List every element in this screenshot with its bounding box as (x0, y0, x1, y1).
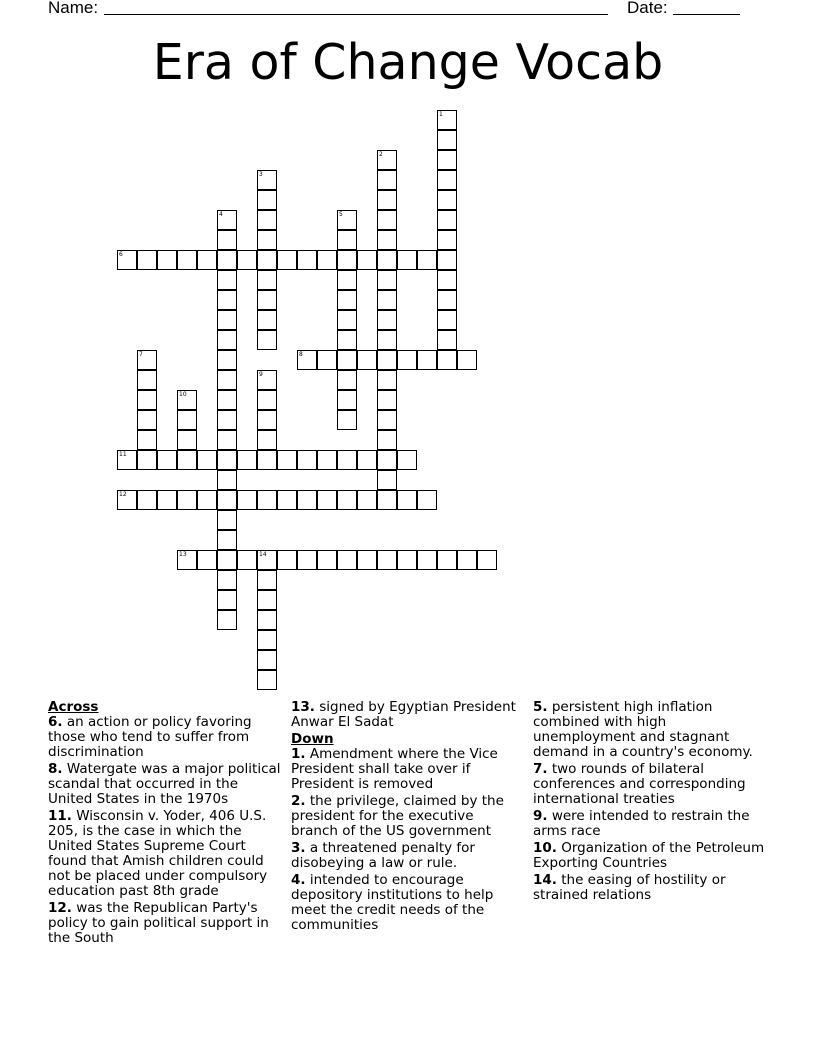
grid-cell[interactable] (237, 450, 257, 470)
grid-cell[interactable] (337, 290, 357, 310)
clue-across-11: 11. Wisconsin v. Yoder, 406 U.S. 205, is the case in which the United States Supreme Court found that Amish children could not be placed under compulsory education past 8th grade (48, 808, 268, 899)
grid-cell[interactable] (277, 550, 297, 570)
grid-cell[interactable] (257, 650, 277, 670)
grid-cell[interactable] (257, 630, 277, 650)
grid-cell[interactable] (277, 490, 297, 510)
grid-cell[interactable] (297, 350, 317, 370)
grid-cell[interactable] (257, 190, 277, 210)
grid-cell[interactable] (257, 450, 277, 470)
clue-down-9: 9. were intended to restrain the arms race (533, 808, 750, 839)
grid-cell[interactable] (237, 490, 257, 510)
grid-cell[interactable] (257, 270, 277, 290)
grid-cell[interactable] (217, 350, 237, 370)
grid-cell[interactable] (277, 250, 297, 270)
grid-cell[interactable] (217, 410, 237, 430)
grid-cell[interactable] (257, 210, 277, 230)
grid-cell[interactable] (377, 310, 397, 330)
grid-cell[interactable] (337, 270, 357, 290)
grid-cell[interactable] (177, 450, 197, 470)
clue-number: 3 (259, 171, 263, 178)
grid-cell[interactable] (397, 550, 417, 570)
grid-cell[interactable] (217, 250, 237, 270)
clue-number: 14 (259, 551, 267, 558)
grid-cell[interactable] (257, 430, 277, 450)
clues-column-1 (48, 700, 284, 948)
grid-cell[interactable] (257, 230, 277, 250)
grid-cell[interactable] (317, 450, 337, 470)
grid-cell[interactable] (117, 490, 137, 510)
clue-number: 1 (439, 111, 443, 118)
grid-cell[interactable] (437, 210, 457, 230)
grid-cell[interactable] (397, 350, 417, 370)
grid-cell[interactable] (257, 590, 277, 610)
grid-cell[interactable] (177, 550, 197, 570)
clue-number: 6 (119, 251, 123, 258)
grid-cell[interactable] (377, 370, 397, 390)
clue-down-10: 10. Organization of the Petroleum Exporting Countries (533, 840, 765, 871)
grid-cell[interactable] (357, 490, 377, 510)
grid-cell[interactable] (377, 390, 397, 410)
grid-cell[interactable] (437, 350, 457, 370)
grid-cell[interactable] (337, 410, 357, 430)
grid-cell[interactable] (217, 570, 237, 590)
grid-cell[interactable] (417, 350, 437, 370)
clue-down-7: 7. two rounds of bilateral conferences and corresponding international treaties (533, 761, 746, 807)
grid-cell[interactable] (417, 490, 437, 510)
grid-cell[interactable] (217, 390, 237, 410)
grid-cell[interactable] (377, 430, 397, 450)
grid-cell[interactable] (317, 250, 337, 270)
grid-cell[interactable] (137, 350, 157, 370)
grid-cell[interactable] (437, 190, 457, 210)
grid-cell[interactable] (457, 350, 477, 370)
grid-cell[interactable] (217, 510, 237, 530)
grid-cell[interactable] (337, 250, 357, 270)
grid-cell[interactable] (377, 270, 397, 290)
grid-cell[interactable] (337, 350, 357, 370)
grid-cell[interactable] (177, 410, 197, 430)
grid-cell[interactable] (217, 330, 237, 350)
grid-cell[interactable] (197, 490, 217, 510)
grid-cell[interactable] (337, 390, 357, 410)
clue-down-5: 5. persistent high inflation combined with high unemployment and stagnant demand in a country's economy. (533, 699, 753, 760)
grid-cell[interactable] (337, 550, 357, 570)
grid-cell[interactable] (237, 550, 257, 570)
grid-cell[interactable] (257, 410, 277, 430)
grid-cell[interactable] (437, 250, 457, 270)
clue-number: 9 (259, 371, 263, 378)
clue-number: 7 (139, 351, 143, 358)
clues-column-2 (291, 700, 523, 935)
grid-cell[interactable] (217, 310, 237, 330)
clue-number: 4 (219, 211, 223, 218)
grid-cell[interactable] (217, 270, 237, 290)
grid-cell[interactable] (217, 290, 237, 310)
grid-cell[interactable] (377, 150, 397, 170)
grid-cell[interactable] (317, 350, 337, 370)
grid-cell[interactable] (477, 550, 497, 570)
grid-cell[interactable] (337, 210, 357, 230)
grid-cell[interactable] (217, 550, 237, 570)
grid-cell[interactable] (377, 330, 397, 350)
grid-cell[interactable] (217, 530, 237, 550)
clue-across-8: 8. Watergate was a major political scandal that occurred in the United States in the 1970s (48, 761, 281, 807)
grid-cell[interactable] (437, 230, 457, 250)
grid-cell[interactable] (337, 450, 357, 470)
grid-cell[interactable] (177, 250, 197, 270)
clue-across-6: 6. an action or policy favoring those who tend to suffer from discrimination (48, 714, 252, 760)
grid-cell[interactable] (217, 610, 237, 630)
grid-cell[interactable] (157, 450, 177, 470)
grid-cell[interactable] (177, 490, 197, 510)
grid-cell[interactable] (297, 550, 317, 570)
date-label: Date: (627, 0, 668, 17)
grid-cell[interactable] (257, 310, 277, 330)
grid-cell[interactable] (297, 490, 317, 510)
grid-cell[interactable] (437, 270, 457, 290)
grid-cell[interactable] (357, 450, 377, 470)
clues-column-3 (533, 700, 769, 905)
grid-cell[interactable] (137, 370, 157, 390)
grid-cell[interactable] (217, 450, 237, 470)
grid-cell[interactable] (377, 210, 397, 230)
grid-cell[interactable] (137, 430, 157, 450)
grid-cell[interactable] (157, 250, 177, 270)
grid-cell[interactable] (217, 430, 237, 450)
grid-cell[interactable] (297, 450, 317, 470)
grid-cell[interactable] (257, 550, 277, 570)
grid-cell[interactable] (137, 390, 157, 410)
grid-cell[interactable] (257, 330, 277, 350)
clue-down-4: 4. intended to encourage depository institutions to help meet the credit needs of the communities (291, 872, 494, 933)
grid-cell[interactable] (337, 230, 357, 250)
grid-cell[interactable] (417, 250, 437, 270)
clue-across-12: 12. was the Republican Party's policy to gain political support in the South (48, 900, 269, 946)
grid-cell[interactable] (337, 310, 357, 330)
grid-cell[interactable] (317, 550, 337, 570)
grid-cell[interactable] (377, 290, 397, 310)
grid-cell[interactable] (377, 410, 397, 430)
grid-cell[interactable] (377, 190, 397, 210)
clue-number: 11 (119, 451, 127, 458)
grid-cell[interactable] (137, 490, 157, 510)
clue-down-14: 14. the easing of hostility or strained relations (533, 872, 726, 903)
down-heading: Down (291, 731, 334, 747)
grid-cell[interactable] (377, 470, 397, 490)
grid-cell[interactable] (357, 250, 377, 270)
grid-cell[interactable] (257, 570, 277, 590)
grid-cell[interactable] (217, 210, 237, 230)
grid-cell[interactable] (377, 170, 397, 190)
name-label: Name: (48, 0, 99, 17)
grid-cell[interactable] (437, 170, 457, 190)
grid-cell[interactable] (437, 150, 457, 170)
grid-cell[interactable] (257, 390, 277, 410)
grid-cell[interactable] (217, 490, 237, 510)
grid-cell[interactable] (297, 250, 317, 270)
clue-number: 8 (299, 351, 303, 358)
grid-cell[interactable] (277, 450, 297, 470)
grid-cell[interactable] (437, 110, 457, 130)
across-heading: Across (48, 699, 99, 715)
grid-cell[interactable] (217, 470, 237, 490)
clue-down-3: 3. a threatened penalty for disobeying a law or rule. (291, 840, 475, 871)
grid-cell[interactable] (357, 550, 377, 570)
grid-cell[interactable] (437, 130, 457, 150)
grid-cell[interactable] (397, 250, 417, 270)
grid-cell[interactable] (397, 490, 417, 510)
grid-cell[interactable] (197, 250, 217, 270)
grid-cell[interactable] (257, 670, 277, 690)
grid-cell[interactable] (117, 250, 137, 270)
clue-down-2: 2. the privilege, claimed by the president for the executive branch of the US government (291, 793, 504, 839)
grid-cell[interactable] (217, 370, 237, 390)
grid-cell[interactable] (137, 450, 157, 470)
grid-cell[interactable] (437, 310, 457, 330)
clue-number: 13 (179, 551, 187, 558)
grid-cell[interactable] (257, 370, 277, 390)
grid-cell[interactable] (457, 550, 477, 570)
grid-cell[interactable] (317, 490, 337, 510)
grid-cell[interactable] (257, 490, 277, 510)
grid-cell[interactable] (437, 550, 457, 570)
grid-cell[interactable] (257, 170, 277, 190)
grid-cell[interactable] (337, 490, 357, 510)
grid-cell[interactable] (217, 590, 237, 610)
grid-cell[interactable] (437, 330, 457, 350)
grid-cell[interactable] (417, 550, 437, 570)
grid-cell[interactable] (377, 490, 397, 510)
grid-cell[interactable] (137, 250, 157, 270)
grid-cell[interactable] (177, 390, 197, 410)
grid-cell[interactable] (437, 290, 457, 310)
grid-cell[interactable] (197, 550, 217, 570)
grid-cell[interactable] (337, 370, 357, 390)
grid-cell[interactable] (237, 250, 257, 270)
grid-cell[interactable] (177, 430, 197, 450)
grid-cell[interactable] (257, 610, 277, 630)
clue-across-13: 13. signed by Egyptian President Anwar El Sadat (291, 699, 516, 730)
grid-cell[interactable] (197, 450, 217, 470)
page-title: Era of Change Vocab (152, 34, 664, 91)
grid-cell[interactable] (157, 490, 177, 510)
grid-cell[interactable] (397, 450, 417, 470)
grid-cell[interactable] (377, 550, 397, 570)
clue-number: 2 (379, 151, 383, 158)
grid-cell[interactable] (257, 290, 277, 310)
grid-cell[interactable] (377, 250, 397, 270)
grid-cell[interactable] (357, 350, 377, 370)
grid-cell[interactable] (117, 450, 137, 470)
grid-cell[interactable] (377, 350, 397, 370)
clue-number: 5 (339, 211, 343, 218)
grid-cell[interactable] (217, 230, 237, 250)
grid-cell[interactable] (257, 250, 277, 270)
grid-cell[interactable] (137, 410, 157, 430)
clue-down-1: 1. Amendment where the Vice President shall take over if President is removed (291, 746, 498, 792)
clue-number: 10 (179, 391, 187, 398)
grid-cell[interactable] (377, 230, 397, 250)
grid-cell[interactable] (337, 330, 357, 350)
grid-cell[interactable] (377, 450, 397, 470)
clue-number: 12 (119, 491, 127, 498)
